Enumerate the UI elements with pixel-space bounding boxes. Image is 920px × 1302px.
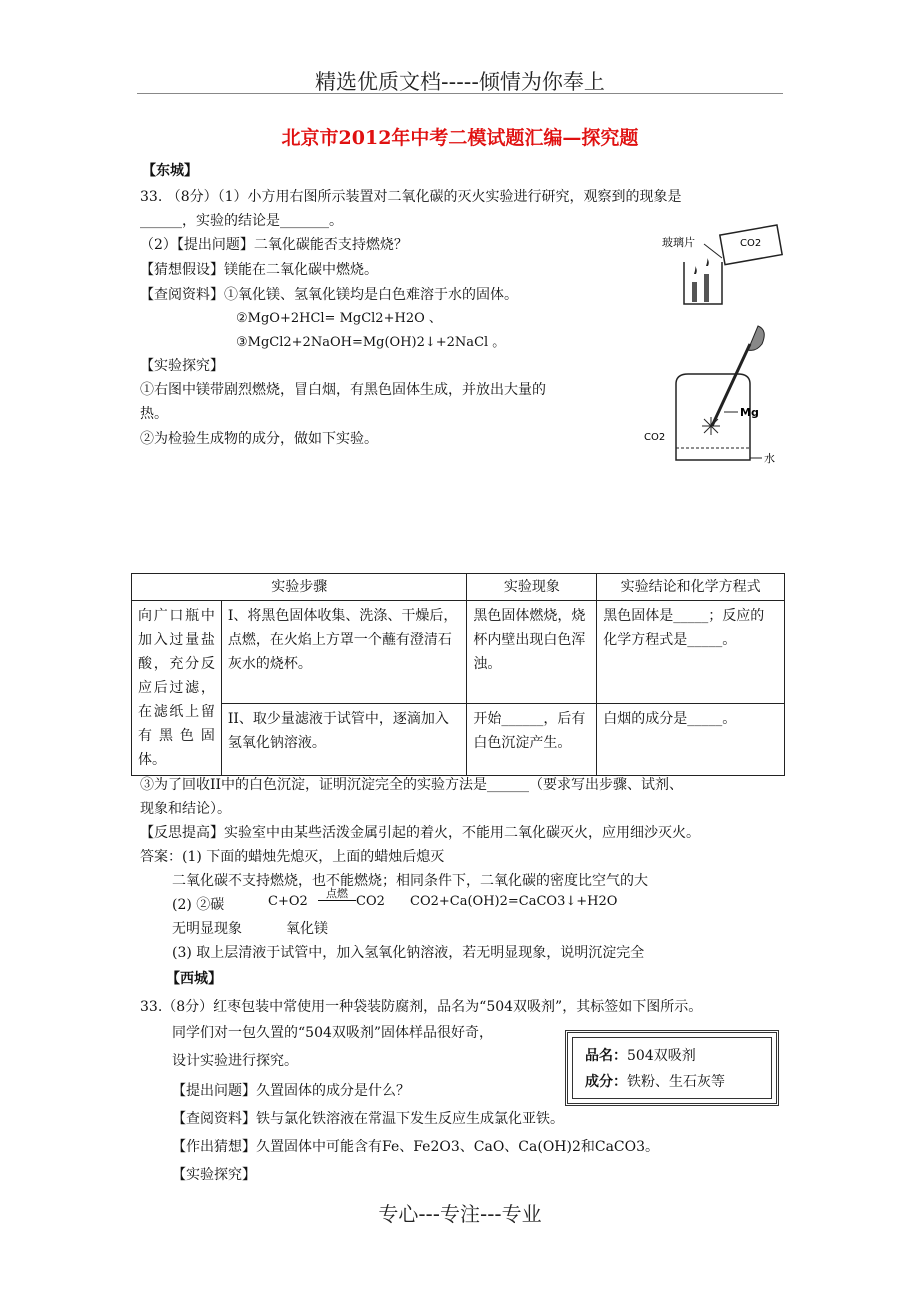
xc-q33-line3: 设计实验进行探究。: [172, 1053, 298, 1069]
flame-low-icon: [694, 266, 697, 274]
xc-q33-line1: 33.（8分）红枣包装中常使用一种袋装防腐剂，品名为“504双吸剂”，其标签如下图所示。: [140, 999, 703, 1015]
answer-2-equation: CO2+Ca(OH)2=CaCO3↓+H2O: [410, 894, 618, 909]
xc-hypothesis: 【作出猜想】久置固体中可能含有Fe、Fe2O3、CaO、Ca(OH)2和CaCO3。: [172, 1139, 660, 1155]
q33-line1: 33. （8分）（1）小方用右图所示装置对二氧化碳的灭火实验进行研究，观察到的现象是: [140, 189, 682, 205]
xc-problem: 【提出问题】久置固体的成分是什么？: [172, 1083, 410, 1099]
header-conclusion: 实验结论和化学方程式: [597, 574, 785, 601]
observation-2: ②为检验生成物的成分，做如下实验。: [140, 431, 378, 447]
header-rule: [137, 93, 783, 94]
candle-high: [704, 274, 709, 302]
answer-3: (3) 取上层清液于试管中，加入氢氧化钠溶液，若无明显现象，说明沉淀完全: [172, 945, 645, 961]
procedure-cell: 向广口瓶中加入过量盐酸，充分反应后过滤，在滤纸上留有黑色固体。: [132, 601, 222, 776]
product-label: [565, 1030, 779, 1106]
fig1-co2-label: CO2: [740, 238, 762, 249]
table-row: [132, 601, 785, 704]
answer-1b: 二氧化碳不支持燃烧，也不能燃烧；相同条件下，二氧化碳的密度比空气的大: [172, 873, 648, 889]
experiment-table: [131, 573, 785, 776]
section-dongcheng: 【东城】: [142, 163, 198, 179]
reference-1: 【查阅资料】①氧化镁、氢氧化镁均是白色难溶于水的固体。: [140, 287, 518, 303]
q33-line2: ______，实验的结论是_______。: [140, 213, 343, 229]
page-footer: 专心---专注---专业: [378, 1202, 542, 1226]
fig2-water-label: 水: [764, 452, 775, 465]
tongs-hand-icon: [748, 326, 764, 350]
xc-q33-line2: 同学们对一包久置的“504双吸剂”固体样品很好奇，: [172, 1025, 494, 1041]
label-comp-value: 铁粉、生石灰等: [627, 1074, 725, 1090]
header-phenomenon: 实验现象: [467, 574, 597, 601]
glass-plate-label: 玻璃片: [662, 236, 695, 249]
answer-2-carbon: (2) ②碳: [172, 897, 225, 913]
answer-2-product: CO2: [356, 894, 385, 909]
fig2-co2-label: CO2: [644, 432, 666, 443]
explore-heading: 【实验探究】: [140, 358, 224, 374]
reflection: 【反思提高】实验室中由某些活泼金属引起的着火，不能用二氧化碳灭火，应用细沙灭火。: [140, 825, 700, 841]
label-comp-row: [585, 1071, 725, 1091]
label-name-value: 504双吸剂: [627, 1048, 696, 1064]
header-steps: 实验步骤: [132, 574, 467, 601]
hypothesis: 【猜想假设】镁能在二氧化碳中燃烧。: [140, 262, 378, 278]
candle-low: [692, 282, 697, 302]
beaker: [684, 262, 722, 304]
section-xicheng: 【西城】: [166, 971, 222, 987]
spark-icon: [702, 417, 720, 435]
document-title: 北京市2012年中考二模试题汇编—探究题: [281, 127, 639, 149]
fig2-mg-label: Mg: [740, 406, 759, 419]
co2-candle-figure: [660, 222, 800, 308]
reference-3: ③MgCl2+2NaOH=Mg(OH)2↓+2NaCl 。: [236, 335, 506, 350]
label-name-row: [585, 1045, 696, 1065]
table-row: [132, 704, 785, 776]
flame-high-icon: [706, 258, 709, 266]
xc-reference: 【查阅资料】铁与氯化铁溶液在常温下发生反应生成氯化亚铁。: [172, 1111, 564, 1127]
glass-leader-line: [704, 244, 722, 258]
answer-2-phenomenon: 无明显现象: [172, 921, 242, 937]
page-header: 精选优质文档-----倾情为你奉上: [315, 70, 605, 94]
label-comp-key: 成分：: [585, 1074, 627, 1090]
q2-problem: （2）【提出问题】二氧化碳能否支持燃烧？: [140, 237, 408, 253]
answer-1: 答案：(1) 下面的蜡烛先熄灭，上面的蜡烛后熄灭: [140, 849, 445, 865]
q3-line2: 现象和结论）。: [140, 801, 231, 817]
observation-1b: 热。: [140, 406, 168, 422]
q3-line1: ③为了回收II中的白色沉淀，证明沉淀完全的实验方法是______（要求写出步骤、试剂、: [140, 777, 684, 793]
mg-burning-figure: [640, 318, 780, 468]
table-header-row: [132, 574, 785, 601]
observation-1a: ①右图中镁带剧烈燃烧，冒白烟，有黑色固体生成，并放出大量的: [140, 382, 546, 398]
answer-2-reactants: C+O2: [268, 894, 308, 909]
gas-jar: [676, 374, 750, 460]
phenomenon-2-cell: 开始______，后有白色沉淀产生。: [467, 704, 597, 776]
label-name-key: 品名：: [585, 1048, 627, 1064]
step-2-cell: II、取少量滤液于试管中，逐滴加入氢氧化钠溶液。: [221, 704, 467, 776]
phenomenon-1-cell: 黑色固体燃烧，烧杯内壁出现白色浑浊。: [467, 601, 597, 704]
reaction-condition: 点燃: [318, 888, 356, 901]
step-1-cell: I、将黑色固体收集、洗涤、干燥后，点燃，在火焰上方罩一个蘸有澄清石灰水的烧杯。: [221, 601, 467, 704]
answer-2-mgo: 氧化镁: [286, 921, 328, 937]
xc-explore: 【实验探究】: [172, 1167, 256, 1183]
conclusion-2-cell: 白烟的成分是_____。: [597, 704, 785, 776]
reference-2: ②MgO+2HCl= MgCl2+H2O 、: [236, 311, 442, 326]
conclusion-1-cell: 黑色固体是_____；反应的化学方程式是_____。: [597, 601, 785, 704]
